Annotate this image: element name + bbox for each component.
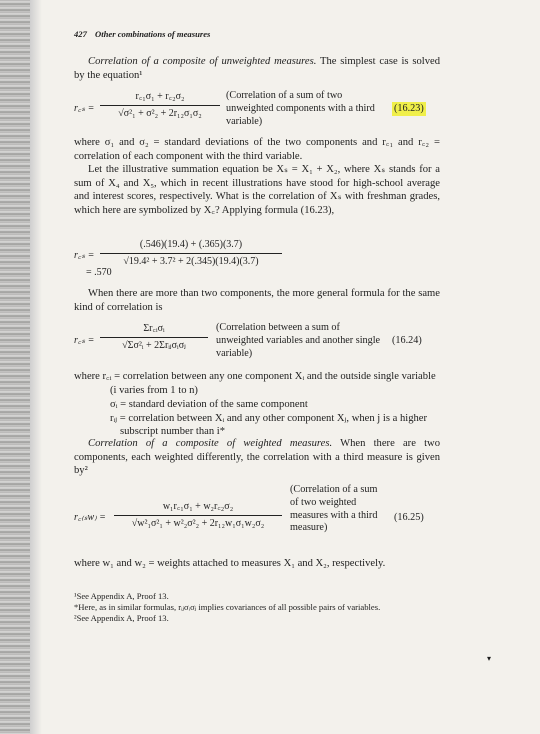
paragraph-where-sigma: where σ₁ and σ₂ = standard deviations of the two components and r꜀₁ and r꜀₂ = correlation of each component with the third variable. (74, 137, 440, 162)
gutter-shadow (30, 0, 42, 734)
paragraph-composite-weighted (74, 437, 440, 478)
equation-numeric-example (74, 238, 440, 284)
equation-lhs: r꜀₍ₛw₎ = (74, 512, 106, 523)
equation-number: (16.25) (394, 512, 424, 523)
footnote: ¹See Appendix A, Proof 13. (74, 591, 169, 601)
equation-description: (Correlation between a sum of unweighted variables and another single variable) (216, 322, 381, 359)
book-spine-shadow (0, 0, 30, 734)
equation-lhs: r꜀ₛ = (74, 335, 95, 346)
equation-fraction (100, 238, 282, 268)
paragraph-text: When there are two components, each weighted differently, the correlation with a third measure is given by² (74, 438, 440, 477)
equation-denominator: √w²₁σ²₁ + w²₂σ²₂ + 2r₁₂w₁σ₁w₂σ₂ (131, 517, 265, 529)
equation-denominator: √Σσ²ᵢ + 2Σrᵢⱼσᵢσⱼ (122, 339, 186, 351)
definitions-list (74, 370, 440, 439)
equation-description: (Correlation of a sum of two weighted measures with a third measure) (290, 484, 378, 534)
running-title: Other combinations of measures (95, 29, 211, 39)
paragraph-general-formula: When there are more than two components, the more general formula for the same kind of correlation is (74, 288, 440, 313)
equation-fraction (114, 500, 282, 530)
page-number: 427 (74, 29, 87, 39)
running-header (74, 28, 210, 42)
equation-description: (Correlation of a sum of two unweighted components with a third variable) (226, 90, 375, 127)
paragraph-illustration: Let the illustrative summation equation be Xₛ = X₁ + X₂, where Xₛ stands for a sum of X₄ and X₅, which in recent illustrations have stood for high-school average and interest scores, respectively. What is the correlation of Xₛ with freshman grades, which here are symbolized by X꜀? Applying formula (16.23), (74, 164, 440, 216)
footnotes (74, 591, 440, 624)
equation-numerator: (.546)(19.4) + (.365)(3.7) (100, 238, 282, 254)
equation-numerator: r꜀₁σ₁ + r꜀₂σ₂ (100, 90, 220, 106)
equation-16-23 (74, 90, 440, 130)
paragraph-text: The simplest case is solved by the equation¹ (74, 56, 440, 81)
equation-16-25 (74, 484, 440, 550)
equation-fraction (100, 322, 208, 352)
footnote: *Here, as in similar formulas, rᵢⱼσᵢσⱼ implies covariances of all possible pairs of variables. (74, 602, 381, 612)
equation-result: = .570 (86, 267, 112, 278)
page-speck: ▾ (487, 654, 492, 663)
equation-number: (16.24) (392, 335, 422, 346)
definition-item: where r꜀ᵢ = correlation between any one component Xᵢ and the outside single variable (i varies from 1 to n) (74, 371, 436, 396)
equation-numerator: w₁r꜀₁σ₁ + w₂r꜀₂σ₂ (114, 500, 282, 516)
equation-lhs: r꜀ₛ = (74, 103, 95, 114)
equation-lhs: r꜀ₛ = (74, 250, 95, 261)
equation-denominator: √19.4² + 3.7² + 2(.345)(19.4)(3.7) (123, 255, 259, 267)
equation-numerator: Σr꜀ᵢσᵢ (100, 322, 208, 338)
section-heading: Correlation of a composite of weighted measures. (88, 438, 333, 449)
definition-item: σᵢ = standard deviation of the same component (110, 399, 308, 411)
equation-fraction (100, 90, 220, 120)
equation-16-24 (74, 322, 440, 362)
definition-item: rᵢⱼ = correlation between Xᵢ and any other component Xⱼ, when j is a higher subscript number than i* (110, 412, 428, 438)
section-heading: Correlation of a composite of unweighted measures. (88, 56, 317, 67)
equation-number-highlighted: (16.23) (394, 103, 424, 114)
equation-denominator: √σ²₁ + σ²₂ + 2r₁₂σ₁σ₂ (118, 107, 202, 119)
paragraph-where-weights: where w₁ and w₂ = weights attached to measures X₁ and X₂, respectively. (74, 558, 386, 569)
paragraph-composite-unweighted (74, 55, 440, 82)
footnote: ²See Appendix A, Proof 13. (74, 613, 169, 623)
